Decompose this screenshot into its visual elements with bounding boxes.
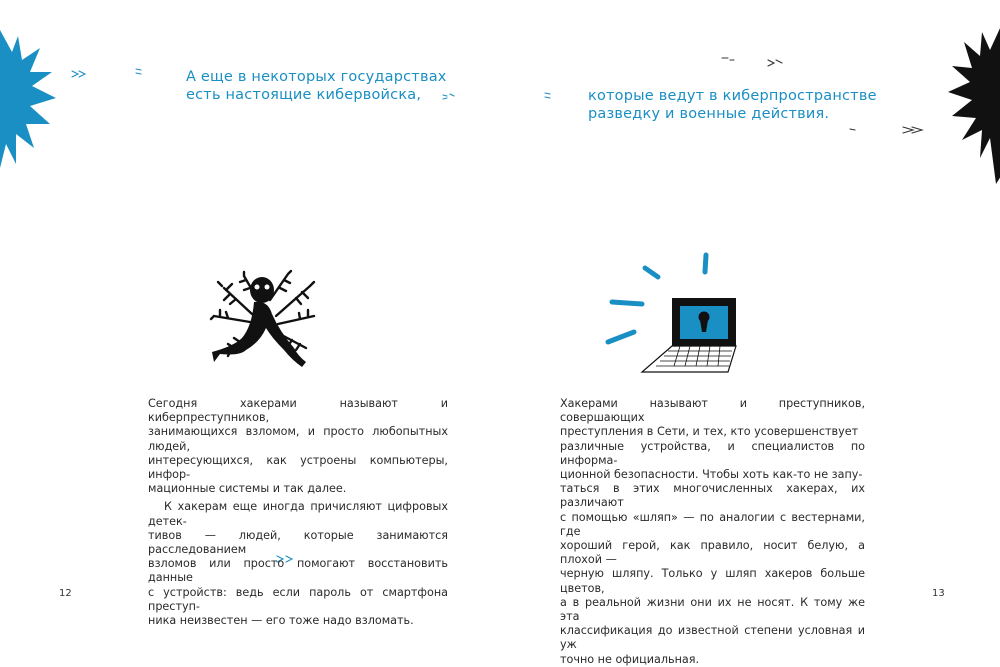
left-p1-line: интересующихся, как устроены компьютеры, инфор- (148, 453, 448, 482)
right-line: а в реальной жизни они их не носят. К тому же эта (560, 595, 865, 624)
left-p1-line: Сегодня хакерами называют и киберпреступников, (148, 397, 448, 425)
left-p2-line: с устройств: ведь если пароль от смартфона преступ- (148, 585, 448, 613)
left-p1-line: занимающихся взломом, и просто любопытных людей, (148, 425, 448, 453)
left-p2-line: К хакерам еще иногда причисляют цифровых детек- (148, 500, 448, 528)
right-heading-line2: разведку и военные действия. (588, 106, 830, 122)
right-line: таться в этих многочисленных хакерах, их различают (560, 482, 865, 510)
left-heading (186, 68, 447, 104)
left-heading-line1: А еще в некоторых государствах (186, 69, 447, 85)
left-body-text (148, 397, 448, 628)
right-line: преступления в Сети, и тех, кто усовершенствует (560, 425, 859, 439)
left-p2-line: ника неизвестен — его тоже надо взломать. (148, 614, 414, 628)
page-number-left: 12 (59, 588, 72, 599)
left-p2-line: взломов или просто помогают восстановить данные (148, 557, 448, 585)
right-line: хороший герой, как правило, носит белую, а плохой — (560, 539, 865, 567)
left-paragraph-1 (148, 397, 448, 496)
right-line: черную шляпу. Только у шляп хакеров больше цветов, (560, 567, 865, 595)
right-line: классификация до известной степени условная и уж (560, 624, 865, 652)
page-number-right: 13 (932, 588, 945, 599)
right-heading-line1: которые ведут в киберпространстве (588, 88, 877, 104)
right-body-text (560, 397, 865, 667)
right-heading (588, 87, 877, 123)
left-p2-line: тивов — людей, которые занимаются расследованием (148, 528, 448, 557)
left-heading-line2: есть настоящие кибервойска, (186, 87, 422, 103)
right-line: точно не официальная. (560, 652, 700, 666)
laptop-lock-icon (600, 250, 750, 380)
left-p1-line: мационные системы и так далее. (148, 482, 347, 496)
left-paragraph-2 (148, 500, 448, 628)
right-line: Хакерами называют и преступников, совершающих (560, 397, 865, 425)
running-hacker-figure-icon (210, 270, 320, 375)
right-line: различные устройства, и специалистов по информа- (560, 439, 865, 467)
right-line: с помощью «шляп» — по аналогии с вестернами, где (560, 510, 865, 538)
right-paragraph (560, 397, 865, 667)
right-line: ционной безопасности. Чтобы хоть как-то не запу- (560, 468, 863, 482)
